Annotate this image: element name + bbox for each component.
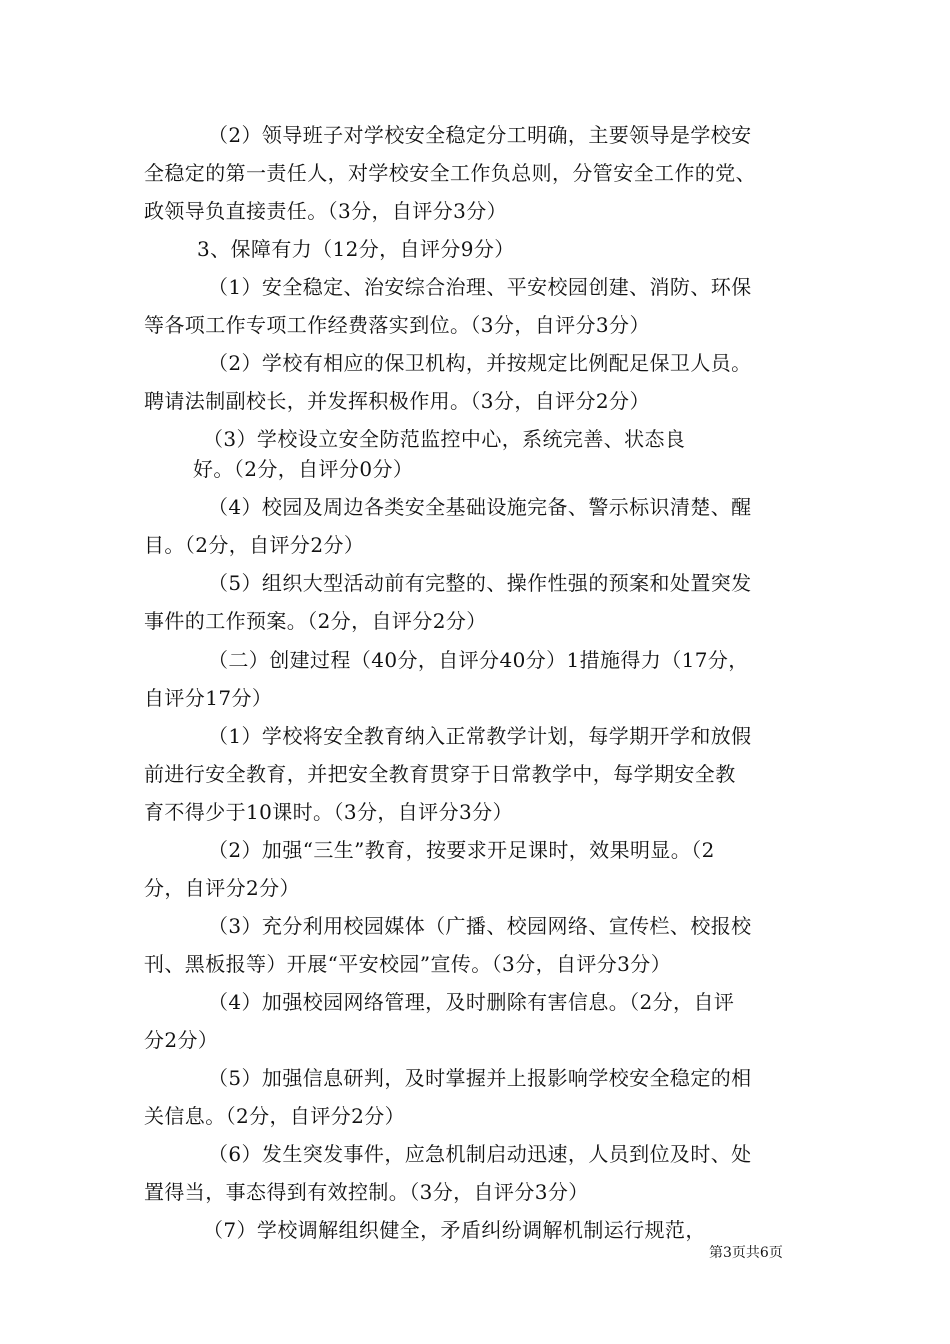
text-line: 3、保障有力（12分，自评分9分） (197, 237, 515, 261)
text-line: 全稳定的第一责任人，对学校安全工作负总则，分管安全工作的党、 (144, 161, 756, 185)
text-line: 刊、黑板报等）开展“平安校园”宣传。（3分，自评分3分） (144, 952, 672, 976)
text-line: （1）安全稳定、治安综合治理、平安校园创建、消防、环保 (208, 275, 752, 299)
text-line: 分，自评分2分） (144, 876, 300, 900)
text-line: 目。（2分，自评分2分） (144, 533, 365, 557)
text-line: 聘请法制副校长，并发挥积极作用。（3分，自评分2分） (144, 389, 650, 413)
text-line: 等各项工作专项工作经费落实到位。（3分，自评分3分） (144, 313, 650, 337)
page-number: 第3页共6页 (709, 1245, 783, 1261)
text-line: （3）学校设立安全防范监控中心，系统完善、状态良 (203, 427, 686, 451)
text-line: （1）学校将安全教育纳入正常教学计划，每学期开学和放假 (208, 724, 752, 748)
text-line: （3）充分利用校园媒体（广播、校园网络、宣传栏、校报校 (208, 914, 752, 938)
text-line: （二）创建过程（40分，自评分40分）1措施得力（17分， (208, 648, 749, 672)
text-line: （2）学校有相应的保卫机构，并按规定比例配足保卫人员。 (208, 351, 752, 375)
text-line: （5）加强信息研判，及时掌握并上报影响学校安全稳定的相 (208, 1066, 752, 1090)
text-line: 前进行安全教育，并把安全教育贯穿于日常教学中，每学期安全教 (144, 762, 736, 786)
text-line: （2）领导班子对学校安全稳定分工明确，主要领导是学校安 (208, 123, 752, 147)
text-line: （7）学校调解组织健全，矛盾纠纷调解机制运行规范， (203, 1218, 706, 1242)
text-line: 政领导负直接责任。（3分，自评分3分） (144, 199, 508, 223)
text-line: 育不得少于10课时。（3分，自评分3分） (144, 800, 513, 824)
text-line: （4）校园及周边各类安全基础设施完备、警示标识清楚、醒 (208, 495, 752, 519)
text-line: 事件的工作预案。（2分，自评分2分） (144, 609, 487, 633)
text-line: （5）组织大型活动前有完整的、操作性强的预案和处置突发 (208, 571, 752, 595)
text-line: 关信息。（2分，自评分2分） (144, 1104, 406, 1128)
text-line: 自评分17分） (144, 686, 273, 710)
text-line: 好。（2分，自评分0分） (193, 457, 414, 481)
text-line: 分2分） (144, 1028, 219, 1052)
text-line: 置得当，事态得到有效控制。（3分，自评分3分） (144, 1180, 589, 1204)
text-line: （6）发生突发事件，应急机制启动迅速，人员到位及时、处 (208, 1142, 752, 1166)
text-line: （4）加强校园网络管理，及时删除有害信息。（2分，自评 (208, 990, 735, 1014)
text-line: （2）加强“三生”教育，按要求开足课时，效果明显。（2 (208, 838, 715, 862)
